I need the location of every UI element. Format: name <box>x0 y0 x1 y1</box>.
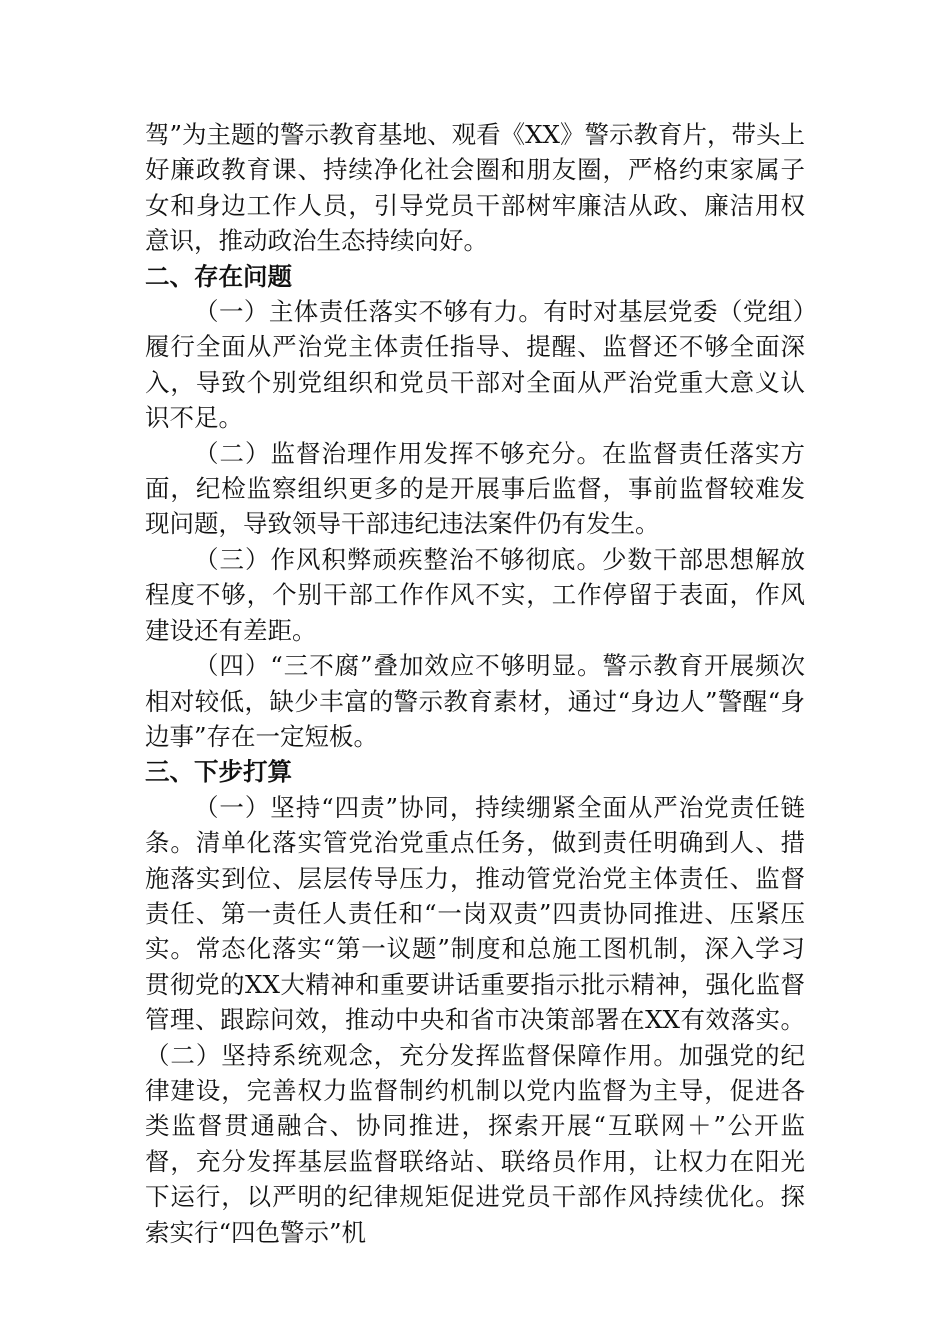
body-paragraph: （四）“三不腐”叠加效应不够明显。警示教育开展频次相对较低，缺少丰富的警示教育素材，通过“身边人”警醒“身边事”存在一定短板。 <box>145 651 805 751</box>
body-paragraph: （一）主体责任落实不够有力。有时对基层党委（党组）履行全面从严治党主体责任指导、提醒、监督还不够全面深入，导致个别党组织和党员干部对全面从严治党重大意义认识不足。 <box>145 297 805 433</box>
section-heading: 二、存在问题 <box>145 261 292 291</box>
body-paragraph: 驾”为主题的警示教育基地、观看《XX》警示教育片，带头上好廉政教育课、持续净化社会圈和朋友圈，严格约束家属子女和身边工作人员，引导党员干部树牢廉洁从政、廉洁用权意识，推动政治生态持续向好。 <box>145 120 805 256</box>
body-paragraph: （二）监督治理作用发挥不够充分。在监督责任落实方面，纪检监察组织更多的是开展事后监督，事前监督较难发现问题，导致领导干部违纪违法案件仍有发生。 <box>145 438 805 539</box>
body-paragraph: （三）作风积弊顽疾整治不够彻底。少数干部思想解放程度不够，个别干部工作作风不实，工作停留于表面，作风建设还有差距。 <box>145 544 805 645</box>
document-body <box>145 117 805 1250</box>
section-heading: 三、下步打算 <box>145 757 292 787</box>
body-paragraph: （一）坚持“四责”协同，持续绷紧全面从严治党责任链条。清单化落实管党治党重点任务，做到责任明确到人、措施落实到位、层层传导压力，推动管党治党主体责任、监督责任、第一责任人责任和“一岗双责”四责协同推进、压紧压实。常态化落实“第一议题”制度和总施工图机制，深入学习贯彻党的XX大精神和重要讲话重要指示批示精神，强化监督管理、跟踪问效，推动中央和省市决策部署在XX有效落实。（二）坚持系统观念，充分发挥监督保障作用。加强党的纪律建设，完善权力监督制约机制以党内监督为主导，促进各类监督贯通融合、协同推进，探索开展“互联网＋”公开监督，充分发挥基层监督联络站、联络员作用，让权力在阳光下运行，以严明的纪律规矩促进党员干部作风持续优化。探索实行“四色警示”机 <box>145 792 805 1247</box>
